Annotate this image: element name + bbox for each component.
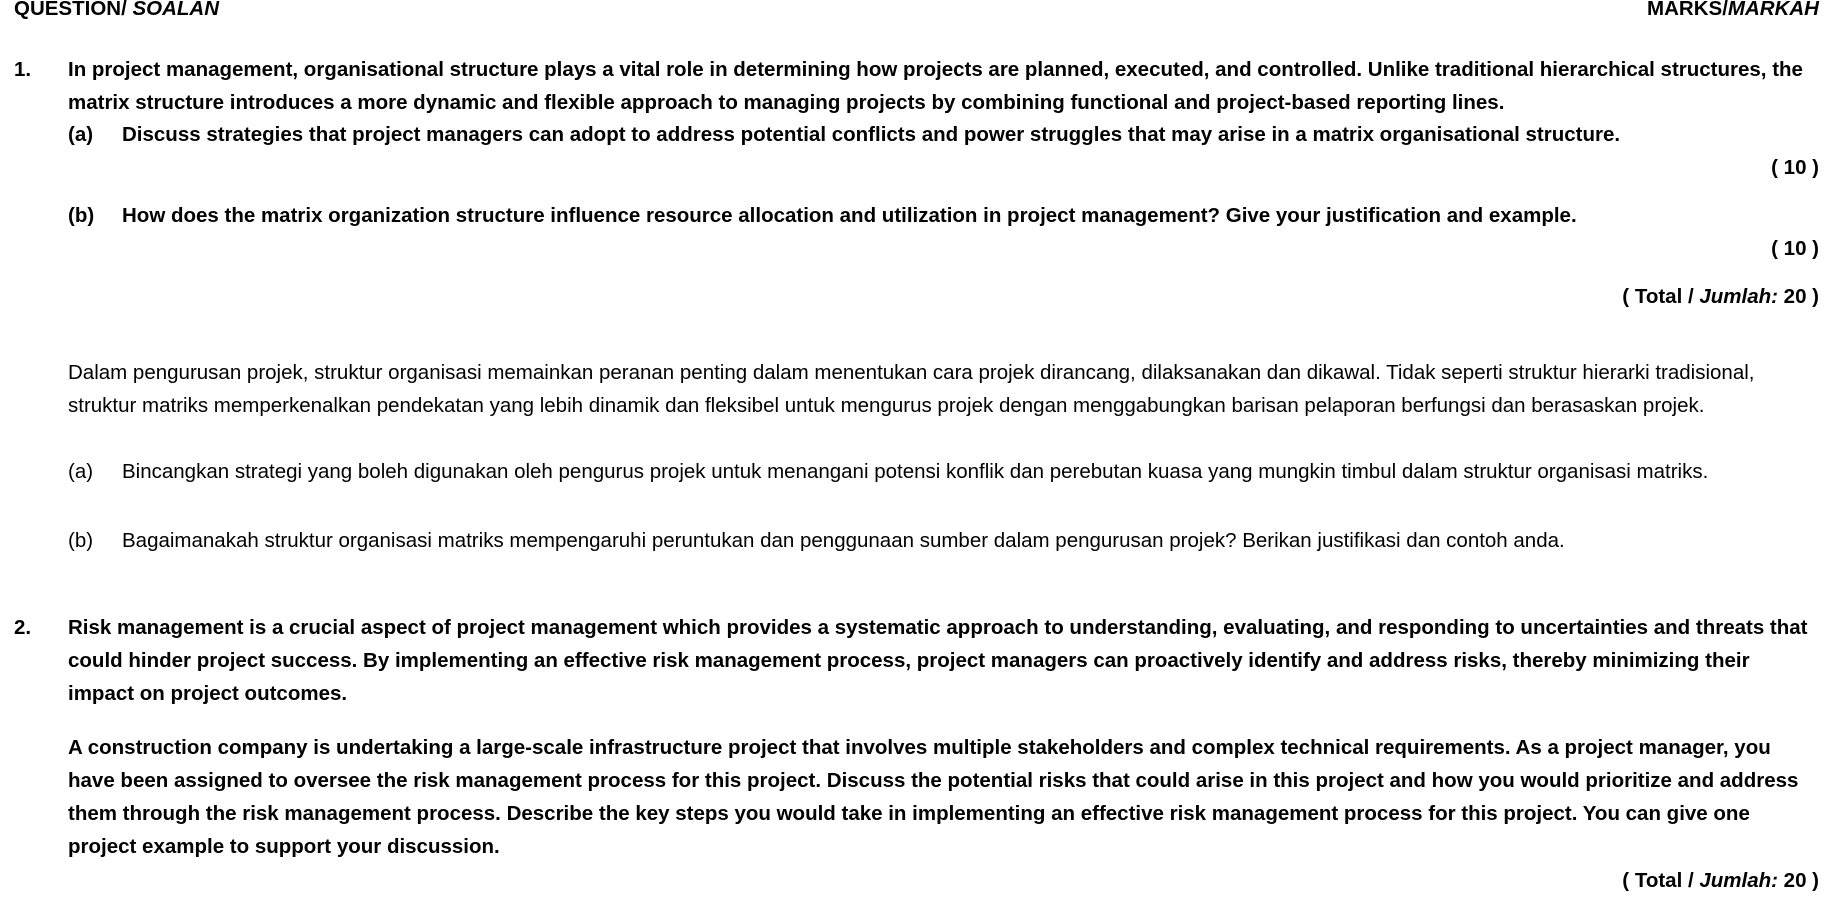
marks-column-heading (1647, 0, 1819, 21)
question-heading-ms: SOALAN (126, 0, 220, 20)
question-1b-text-ms: Bagaimanakah struktur organisasi matriks mempengaruhi peruntukan dan penggunaan sumber dalam pengurusan projek? Berikan justifikasi dan contoh anda. (122, 529, 1565, 552)
question-1-intro-ms: Dalam pengurusan projek, struktur organisasi memainkan peranan penting dalam menentukan cara projek dirancang, dilaksanakan dan dikawal. Tidak seperti struktur hierarki tradisional, struktur matriks memperkenalkan pendekatan yang lebih dinamik dan fleksibel untuk mengurus projek dengan menggabungkan barisan pelaporan berfungsi dan berasaskan projek. (68, 361, 1755, 417)
question-1-total-italic: Jumlah: (1699, 285, 1778, 308)
question-2-total-italic: Jumlah: (1699, 869, 1778, 892)
question-1-total-prefix: ( Total / (1622, 285, 1700, 308)
question-1b-en (68, 199, 1819, 232)
question-2-total-prefix: ( Total / (1622, 869, 1700, 892)
question-1a-label: (a) (68, 123, 94, 146)
question-1a-en (68, 118, 1819, 151)
question-2-number: 2. (14, 616, 32, 639)
question-1a-text-en: Discuss strategies that project managers can adopt to address potential conflicts and power struggles that may arise in a matrix organisational structure. (122, 123, 1621, 146)
question-1-total-suffix: 20 ) (1777, 285, 1819, 308)
question-2-intro-en: Risk management is a crucial aspect of project management which provides a systematic approach to understanding, evaluating, and responding to uncertainties and threats that could hinder project success. By implementing an effective risk management process, project managers can proactively identify and address risks, thereby minimizing their impact on project outcomes. (68, 616, 1808, 705)
question-1b-text-en: How does the matrix organization structure influence resource allocation and utilization in project management? Give your justification and example. (122, 204, 1577, 227)
question-1-intro-en: In project management, organisational structure plays a vital role in determining how projects are planned, executed, and controlled. Unlike traditional hierarchical structures, the matrix structure introduces a more dynamic and flexible approach to managing projects by combining functional and project-based reporting lines. (68, 58, 1803, 114)
question-1b-marks: ( 10 ) (1771, 237, 1819, 260)
question-1a-marks: ( 10 ) (1771, 156, 1819, 179)
question-1-total (1622, 280, 1819, 313)
question-1a-ms (68, 455, 1819, 488)
question-heading-en: QUESTION/ (14, 0, 127, 20)
marks-heading-en: MARKS/ (1647, 0, 1728, 20)
marks-heading-ms: MARKAH (1727, 0, 1819, 20)
page-header (14, 0, 1819, 23)
question-1-number: 1. (14, 58, 32, 81)
question-1a-text-ms: Bincangkan strategi yang boleh digunakan oleh pengurus projek untuk menangani potensi konflik dan perebutan kuasa yang mungkin timbul dalam struktur organisasi matriks. (122, 460, 1709, 483)
question-1b-label: (b) (68, 204, 95, 227)
question-2-total (1622, 864, 1819, 897)
question-1b-ms (68, 524, 1819, 557)
question-column-heading (14, 0, 219, 21)
question-1a-label-ms: (a) (68, 460, 94, 483)
question-2-total-suffix: 20 ) (1777, 869, 1819, 892)
question-2-task-en: A construction company is undertaking a large-scale infrastructure project that involves multiple stakeholders and complex technical requirements. As a project manager, you have been assigned to oversee the risk management process for this project. Discuss the potential risks that could arise in this project and how you would prioritize and address them through the risk management process. Describe the key steps you would take in implementing an effective risk management process for this project. You can give one project example to support your discussion. (68, 736, 1799, 858)
question-1b-label-ms: (b) (68, 529, 94, 552)
